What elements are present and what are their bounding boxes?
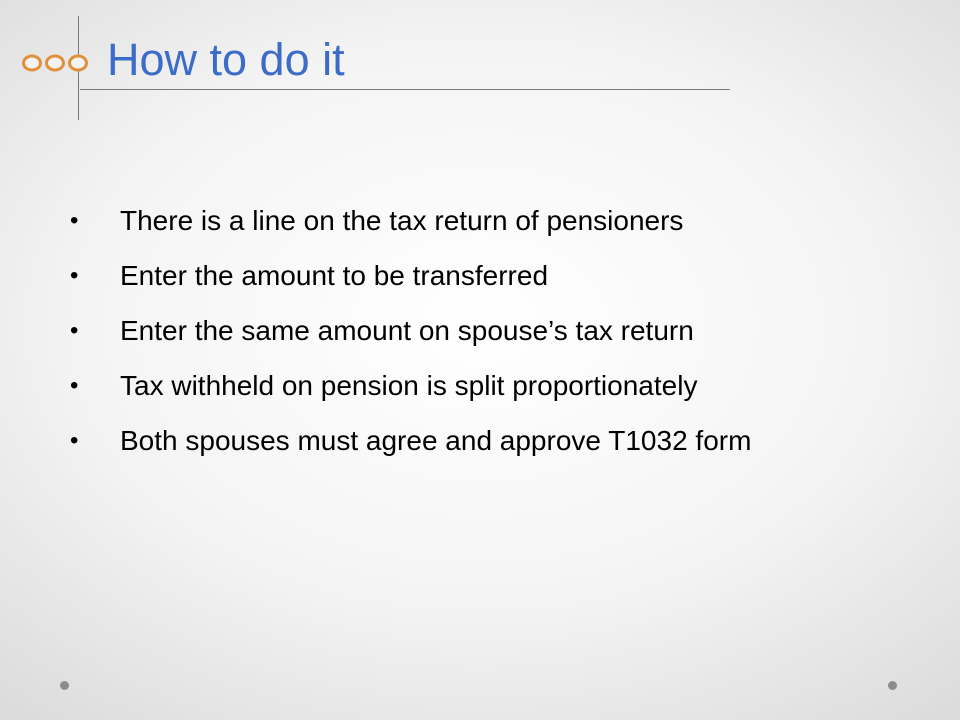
- bullet-list: [70, 204, 900, 479]
- bullet-icon: •: [70, 427, 79, 454]
- bullet-text: Both spouses must agree and approve T1032 form: [120, 425, 752, 456]
- bullet-text: Tax withheld on pension is split proportionately: [120, 370, 698, 401]
- bullet-item: [70, 314, 900, 347]
- corner-dot-icon: [60, 681, 69, 690]
- bullet-text: There is a line on the tax return of pensioners: [120, 205, 684, 236]
- bullet-item: [70, 369, 900, 402]
- bullet-item: [70, 424, 900, 457]
- bullet-icon: •: [70, 317, 79, 344]
- bullet-icon: •: [70, 372, 79, 399]
- triple-circle-icon: [20, 52, 92, 74]
- bullet-text: Enter the amount to be transferred: [120, 260, 549, 291]
- bullet-text: Enter the same amount on spouse’s tax return: [120, 315, 694, 346]
- slide-title: How to do it: [107, 34, 345, 85]
- bullet-icon: •: [70, 262, 79, 289]
- bullet-item: [70, 204, 900, 237]
- bullet-icon: •: [70, 207, 79, 234]
- corner-dot-icon: [888, 681, 897, 690]
- bullet-item: [70, 259, 900, 292]
